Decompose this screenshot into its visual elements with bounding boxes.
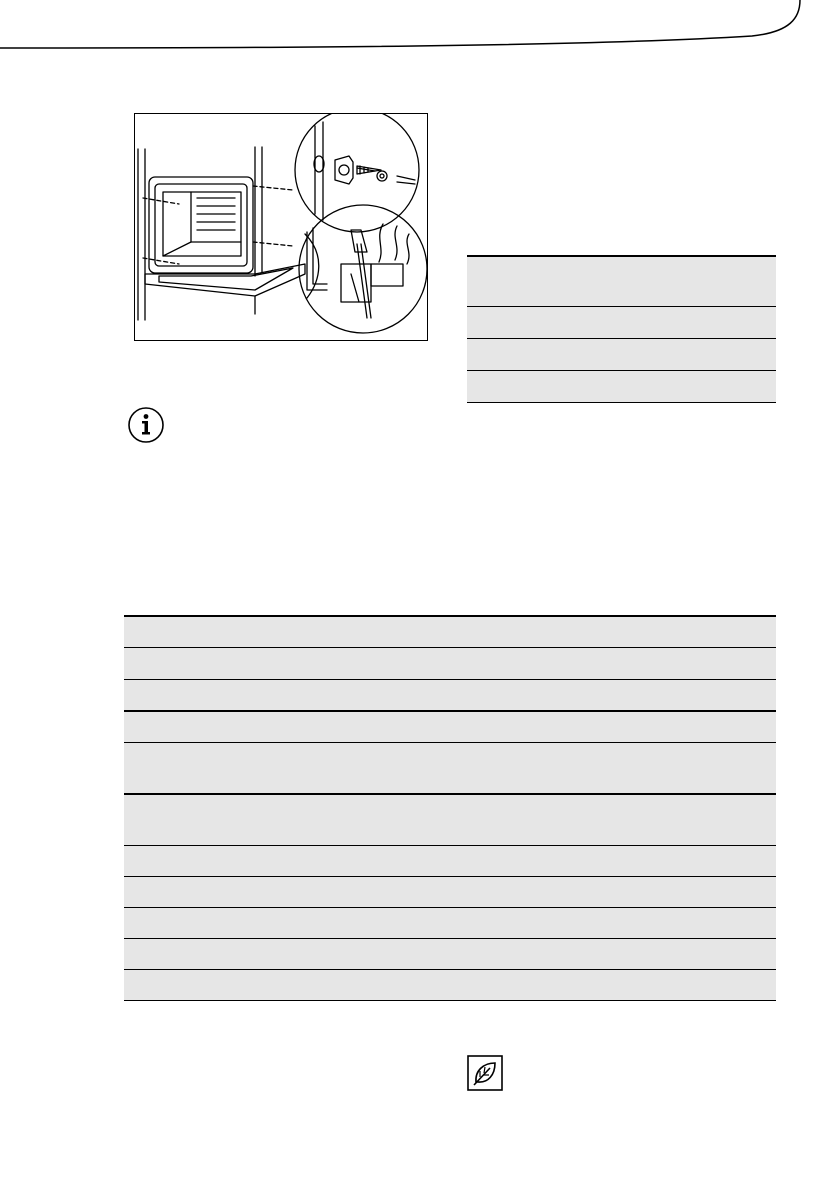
table-row [124,908,776,939]
table-row [124,877,776,908]
table-row [467,307,776,339]
table-row [124,616,776,648]
table-row [124,794,776,846]
table-row [467,339,776,371]
table-row [124,711,776,743]
small-table [467,255,776,403]
info-icon [126,405,166,445]
table-row [124,846,776,877]
page-cut-mark [0,0,839,60]
leaf-icon [467,1055,503,1091]
table-row [124,970,776,1001]
large-table [124,615,776,1001]
table-row [124,743,776,795]
table-row [467,256,776,307]
oven-installation-figure [134,113,428,341]
table-row [124,939,776,970]
table-row [124,648,776,680]
table-row [124,680,776,712]
table-row [467,371,776,403]
